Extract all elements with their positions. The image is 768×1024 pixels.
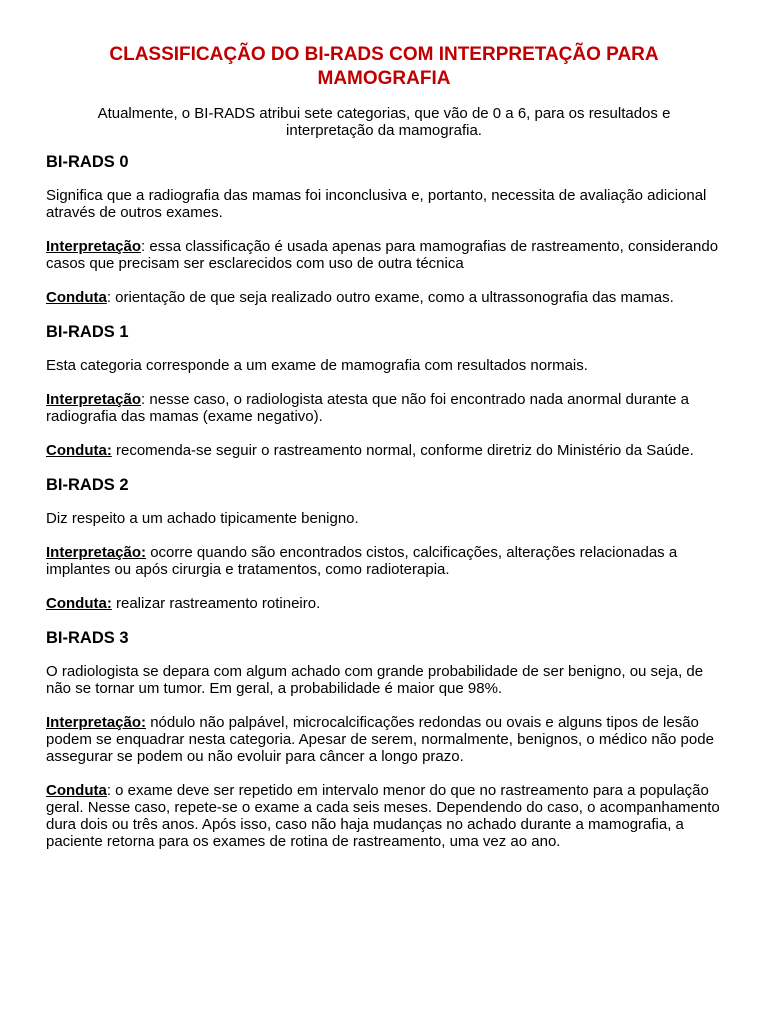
interpretation-text: essa classificação é usada apenas para mamografias de rastreamento, considerando casos que precisam ser esclarecidos com uso de outra técnica: [46, 238, 719, 272]
conduct-separator: :: [106, 782, 111, 799]
section-birads-2: [46, 476, 722, 612]
conduct-text: realizar rastreamento rotineiro.: [111, 595, 321, 612]
conduct-paragraph: [46, 782, 722, 850]
conduct-text: orientação de que seja realizado outro exame, como a ultrassonografia das mamas.: [111, 289, 674, 306]
interpretation-text: ocorre quando são encontrados cistos, calcificações, alterações relacionadas a implantes ou após cirurgia e tratamentos, como radioterapia.: [46, 544, 678, 578]
section-heading: BI-RADS 2: [46, 476, 129, 494]
document-title-line-2: MAMOGRAFIA: [317, 68, 451, 89]
conduct-label: Conduta: [46, 289, 107, 306]
intro-paragraph: Atualmente, o BI-RADS atribui sete categorias, que vão de 0 a 6, para os resultados e interpretação da mamografia.: [97, 105, 671, 139]
interpretation-paragraph: [46, 391, 722, 425]
conduct-label: Conduta:: [46, 595, 112, 612]
section-heading: BI-RADS 1: [46, 323, 129, 341]
section-heading: BI-RADS 0: [46, 153, 129, 171]
section-birads-3: [46, 629, 722, 850]
conduct-separator: :: [106, 289, 111, 306]
conduct-label: Conduta: [46, 782, 107, 799]
interpretation-label: Interpretação: [46, 391, 142, 408]
section-description: Esta categoria corresponde a um exame de mamografia com resultados normais.: [46, 357, 588, 374]
conduct-label: Conduta:: [46, 442, 112, 459]
interpretation-label: Interpretação:: [46, 544, 147, 561]
section-description: Diz respeito a um achado tipicamente benigno.: [46, 510, 359, 527]
conduct-text: recomenda-se seguir o rastreamento normal, conforme diretriz do Ministério da Saúde.: [111, 442, 694, 459]
document-title: [46, 43, 722, 91]
interpretation-label: Interpretação: [46, 238, 142, 255]
interpretation-paragraph: [46, 238, 722, 272]
section-birads-0: [46, 153, 722, 306]
interpretation-separator: :: [141, 391, 146, 408]
document-title-line-1: CLASSIFICAÇÃO DO BI-RADS COM INTERPRETAÇÃO PARA: [109, 44, 659, 65]
conduct-paragraph: [46, 289, 722, 306]
interpretation-label: Interpretação:: [46, 714, 147, 731]
conduct-text: o exame deve ser repetido em intervalo menor do que no rastreamento para a população geral. Nesse caso, repete-se o exame a cada seis meses. Dependendo do caso, o acompanhamento dura dois ou três anos. Após isso, caso não haja mudanças no achado durante a mamografia, a paciente retorna para os exames de rotina de rastreamento, uma vez ao ano.: [46, 782, 720, 850]
conduct-paragraph: [46, 595, 722, 612]
section-birads-1: [46, 323, 722, 459]
interpretation-paragraph: [46, 714, 722, 765]
conduct-paragraph: [46, 442, 722, 459]
section-description: Significa que a radiografia das mamas foi inconclusiva e, portanto, necessita de avaliação adicional através de outros exames.: [46, 187, 707, 221]
section-heading: BI-RADS 3: [46, 629, 129, 647]
interpretation-text: nódulo não palpável, microcalcificações redondas ou ovais e alguns tipos de lesão podem se enquadrar nesta categoria. Apesar de serem, normalmente, benignos, o médico não pode assegurar se podem ou não evoluir para câncer a longo prazo.: [46, 714, 714, 765]
interpretation-paragraph: [46, 544, 722, 578]
interpretation-separator: :: [141, 238, 146, 255]
section-description: O radiologista se depara com algum achado com grande probabilidade de ser benigno, ou seja, de não se tornar um tumor. Em geral, a probabilidade é maior que 98%.: [46, 663, 704, 697]
interpretation-text: nesse caso, o radiologista atesta que não foi encontrado nada anormal durante a radiografia das mamas (exame negativo).: [46, 391, 689, 425]
